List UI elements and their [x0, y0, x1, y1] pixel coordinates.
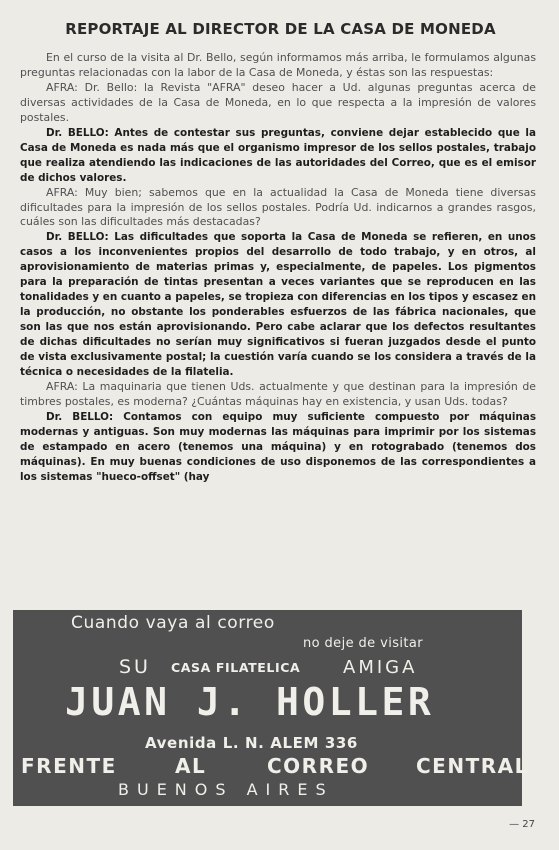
- ad-city: BUENOS AIRES: [118, 780, 334, 799]
- speaker-label: AFRA:: [46, 185, 78, 199]
- ad-word-correo: CORREO: [267, 754, 370, 778]
- ad-line-visit: no deje de visitar: [303, 636, 423, 651]
- ad-word-casa-filatelica: CASA FILATELICA: [171, 660, 301, 675]
- intro-paragraph: [20, 51, 536, 81]
- paragraph-text: Antes de contestar sus preguntas, conviene dejar establecido que la Casa de Moneda es nada más que el organismo impresor de los sellos postales, trabajo que realiza atendiendo las indicaciones de las autoridades del Correo, que es el emisor de dichos valores.: [20, 126, 536, 184]
- speaker-label: Dr. BELLO:: [46, 126, 109, 139]
- paragraph-text: Contamos con equipo muy suficiente compuesto por máquinas modernas y antiguas. Son muy modernas las máquinas para imprimir por los sistemas de estampado en acero (tenemos una máquina) y en rotograbado (tenemos dos máquinas). En muy buenas condiciones de uso disponemos de las correspondientes a los sistemas "hueco-offset" (hay: [20, 410, 537, 483]
- answer-paragraph: [20, 410, 536, 485]
- ad-word-amiga: AMIGA: [343, 657, 418, 678]
- ad-business-name: JUAN J. HOLLER: [65, 680, 435, 724]
- speaker-label: AFRA:: [46, 379, 78, 393]
- speaker-label: AFRA:: [46, 80, 78, 94]
- ad-word-central: CENTRAL: [416, 754, 529, 778]
- speaker-label: Dr. BELLO:: [46, 410, 114, 423]
- question-paragraph: [20, 380, 536, 410]
- paragraph-text: En el curso de la visita al Dr. Bello, según informamos más arriba, le formulamos algunas preguntas relacionadas con la labor de la Casa de Moneda, y éstas son las respuestas:: [20, 51, 536, 79]
- paragraph-text: Muy bien; sabemos que en la actualidad la Casa de Moneda tiene diversas dificultades para la impresión de los sellos postales. Podría Ud. indicarnos a grandes rasgos, cuáles son las dificultades más destacadas?: [20, 185, 536, 229]
- paragraph-text: Dr. Bello: la Revista "AFRA" deseo hacer a Ud. algunas preguntas acerca de diversas actividades de la Casa de Moneda, en lo que respecta a la impresión de valores postales.: [20, 80, 536, 124]
- ad-line-tagline: Cuando vaya al correo: [71, 613, 275, 633]
- article-body: [20, 51, 536, 485]
- ad-word-frente: FRENTE: [21, 754, 117, 778]
- paragraph-text: Las dificultades que soporta la Casa de Moneda se refieren, en unos casos a los inconvenientes propios del desarrollo de todo trabajo, y en otros, al aprovisionamiento de materias primas y, especialmente, de papeles. Los pigmentos para la preparación de tintas presentan a veces variantes que se reproducen en las tonalidades y en cuanto a papeles, se tropieza con diferencias en los tipos y escasez en la producción, no obstante los ponderables esfuerzos de las fábrica nacionales, que son las que nos están aprovisionando. Pero cabe aclarar que los defectos resultantes de dichas dificultades no serían muy significativos si fueran juzgados desde el punto de vista exclusivamente postal; la cuestión varía cuando se los considera a través de la técnica o necesidades de la filatelia.: [20, 231, 536, 379]
- answer-paragraph: [20, 126, 536, 186]
- article-title: REPORTAJE AL DIRECTOR DE LA CASA DE MONEDA: [65, 20, 496, 38]
- answer-paragraph: [20, 230, 536, 380]
- question-paragraph: [20, 81, 536, 126]
- advertisement-box: [13, 610, 529, 806]
- question-paragraph: [20, 186, 536, 231]
- ad-word-al: AL: [175, 754, 207, 778]
- ad-address: Avenida L. N. ALEM 336: [145, 734, 358, 752]
- speaker-label: Dr. BELLO:: [46, 231, 109, 244]
- page-number: — 27: [509, 819, 535, 830]
- ad-word-su: SU: [119, 656, 151, 678]
- paragraph-text: La maquinaria que tienen Uds. actualmente y que destinan para la impresión de timbres postales, es moderna? ¿Cuántas máquinas hay en existencia, y usan Uds. todas?: [20, 379, 536, 408]
